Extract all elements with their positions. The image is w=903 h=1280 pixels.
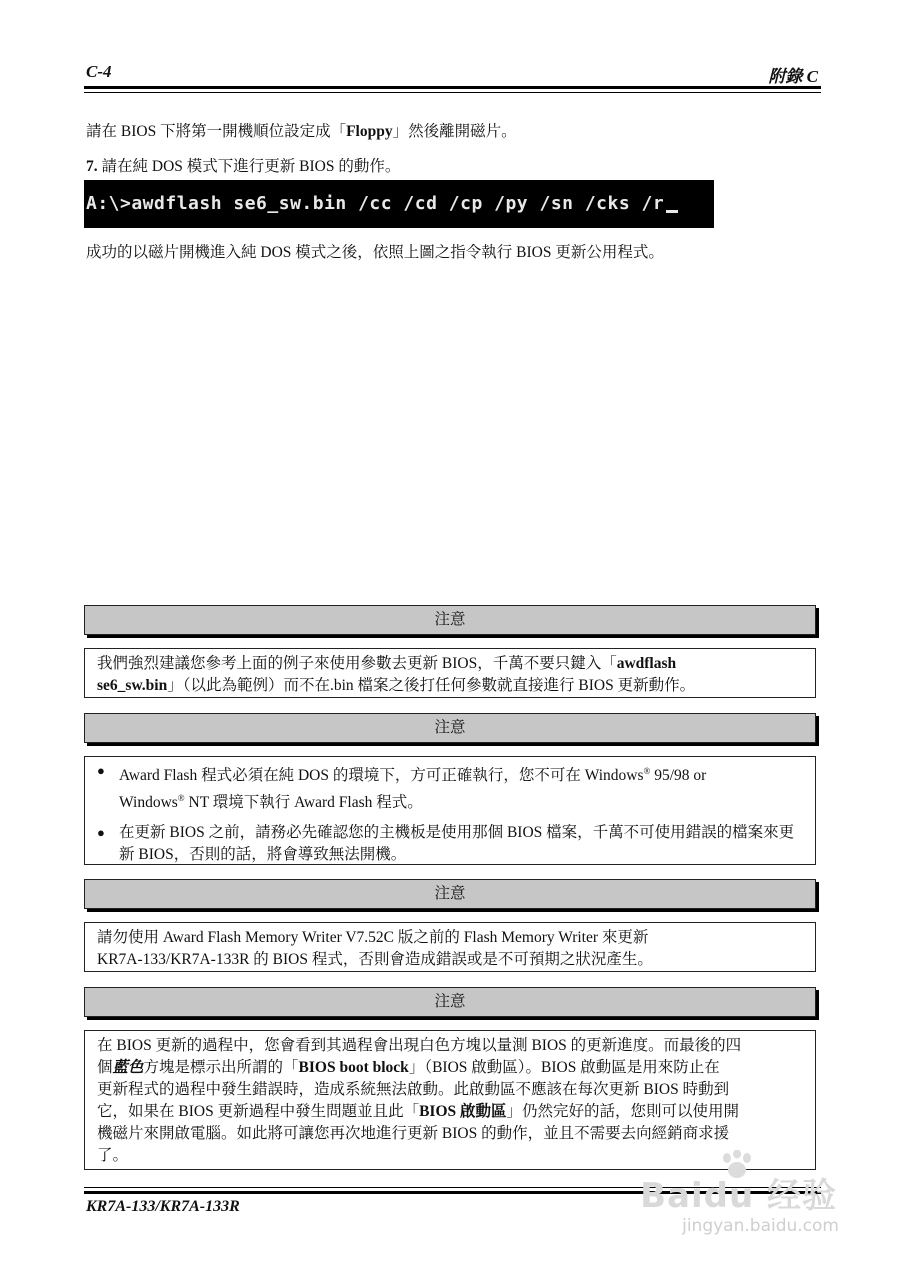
- header-rule-thin: [84, 92, 821, 93]
- note-4-emphasis: 藍色: [112, 1059, 144, 1076]
- baidu-watermark: [635, 1150, 845, 1250]
- intro-text-bold: Floppy: [346, 123, 393, 140]
- after-command-paragraph: 成功的以磁片開機進入純 DOS 模式之後，依照上圖之指令執行 BIOS 更新公用程式。: [86, 244, 664, 261]
- note-2-box: [84, 756, 816, 865]
- note-3-title: 注意: [84, 879, 816, 909]
- note-2-bullet-2-text: 在更新 BIOS 之前，請務必先確認您的主機板是使用那個 BIOS 檔案，千萬不可使用錯誤的檔案來更新 BIOS，否則的話，將會導致無法開機。: [119, 824, 795, 864]
- note-2-b1-b: 95/98 or: [650, 767, 707, 785]
- step-number: 7.: [86, 158, 98, 175]
- watermark-url: jingyan.baidu.com: [682, 1216, 839, 1236]
- note-4-line-1: 在 BIOS 更新的過程中，您會看到其過程會出現白色方塊以量測 BIOS 的更新進度。而最後的四: [97, 1037, 742, 1054]
- dos-command-text: A:\>awdflash se6_sw.bin /cc /cd /cp /py /sn /cks /r: [86, 193, 665, 214]
- note-2-bullet-2: [97, 822, 803, 866]
- note-1-text-post: 」（以此為範例）而不在.bin 檔案之後打任何參數就直接進行 BIOS 更新動作。: [167, 677, 696, 694]
- note-3-box: [84, 922, 816, 972]
- bullet-icon: ●: [97, 825, 105, 841]
- note-1-bold-1: awdflash: [616, 655, 677, 672]
- note-2-bullet-1: [97, 760, 803, 814]
- intro-text-pre: 請在 BIOS 下將第一開機順位設定成「: [86, 123, 347, 140]
- note-4-t2c: 」（BIOS 啟動區）。BIOS 啟動區是用來防止在: [408, 1059, 720, 1076]
- note-4-bold-1: BIOS boot block: [298, 1059, 409, 1076]
- cursor-icon: [666, 210, 678, 213]
- note-4-t2b: 方塊是標示出所謂的「: [143, 1059, 299, 1076]
- note-4-t4a: 它，如果在 BIOS 更新過程中發生問題並且此「: [97, 1103, 420, 1120]
- footer-model-name: KR7A-133/KR7A-133R: [86, 1198, 240, 1215]
- note-4-t2a: 個: [97, 1059, 113, 1076]
- note-2-b1-d: NT 環境下執行 Award Flash 程式。: [184, 794, 423, 812]
- registered-mark: ®: [177, 793, 185, 804]
- note-4-line-4: [97, 1101, 803, 1123]
- note-4-line-2: [97, 1057, 803, 1079]
- note-1-line-1: [97, 653, 803, 675]
- note-4-line-5: 機磁片來開啟電腦。如此將可讓您再次地進行更新 BIOS 的動作，並且不需要去向經銷商求援: [97, 1125, 730, 1142]
- note-1-title: 注意: [84, 605, 816, 635]
- note-4-bold-2: BIOS 啟動區: [419, 1103, 507, 1120]
- note-3-line-2: KR7A-133/KR7A-133R 的 BIOS 程式，否則會造成錯誤或是不可預期之狀況產生。: [97, 951, 653, 968]
- watermark-logo: Baidu 经验: [640, 1176, 837, 1216]
- dos-command-screenshot: [84, 180, 714, 228]
- note-4-t4b: 」仍然完好的話，您則可以使用開: [506, 1103, 740, 1120]
- intro-text-post: 」然後離開磁片。: [392, 123, 517, 140]
- appendix-label: 附錄 C: [768, 67, 818, 86]
- note-1-box: [84, 648, 816, 698]
- step-text: 請在純 DOS 模式下進行更新 BIOS 的動作。: [97, 158, 401, 175]
- note-4-title: 注意: [84, 987, 816, 1017]
- registered-mark: ®: [643, 766, 651, 776]
- note-2-b1-c: Windows: [119, 794, 178, 812]
- note-1-line-2: [97, 675, 803, 697]
- note-1-text-pre: 我們強烈建議您參考上面的例子來使用參數去更新 BIOS，千萬不要只鍵入「: [97, 655, 617, 672]
- page-number: C-4: [86, 62, 112, 81]
- intro-paragraph: [86, 121, 517, 143]
- note-2-bullet-1-text: [119, 760, 803, 814]
- note-3-line-1: 請勿使用 Award Flash Memory Writer V7.52C 版之前的 Flash Memory Writer 來更新: [97, 929, 649, 946]
- note-2-title: 注意: [84, 713, 816, 743]
- header-rule-thick: [84, 86, 821, 89]
- note-1-bold-2: se6_sw.bin: [97, 677, 168, 694]
- bullet-icon: ●: [97, 763, 105, 778]
- note-2-b1-a: Award Flash 程式必須在純 DOS 的環境下，方可正確執行，您不可在 Windows: [119, 767, 644, 785]
- note-4-line-3: 更新程式的過程中發生錯誤時，造成系統無法啟動。此啟動區不應該在每次更新 BIOS 時動到: [97, 1081, 730, 1098]
- step-7: [86, 156, 400, 178]
- note-4-box: [84, 1030, 816, 1170]
- note-4-line-6: 了。: [97, 1147, 129, 1164]
